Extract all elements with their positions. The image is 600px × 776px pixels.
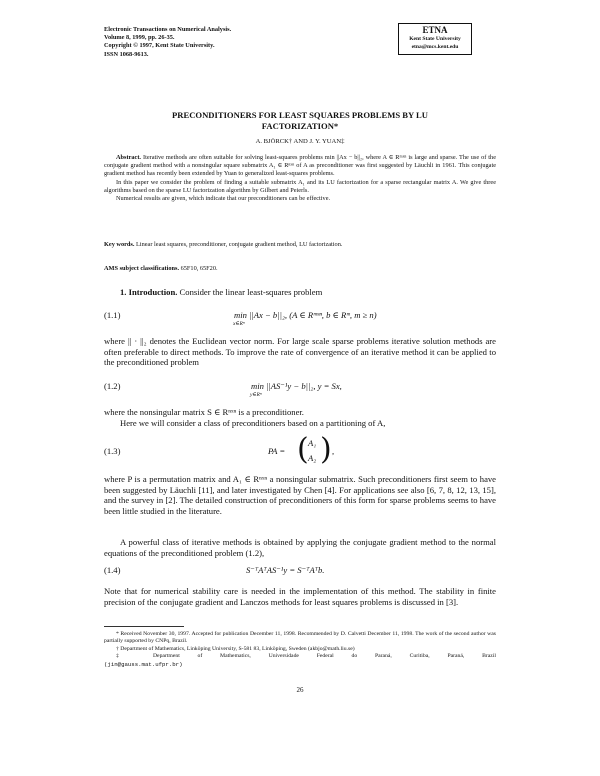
eq-1-3-top: A₁ [308,438,317,448]
eq-1-4-number: (1.4) [104,565,121,575]
abstract-p3: Numerical results are given, which indicate that our preconditioners can be effective. [116,195,331,203]
paragraph-after-eq-1-3: where P is a permutation matrix and A₁ ∈ Rⁿˣⁿ a nonsingular submatrix. Such preconditioners first seem to have been suggested by Läuchli [11], and later investigated by Chen [4]. For applications see also [6, 7, 8, 12, 13, 15], and the survey in [2]. The detailed construction of preconditioners of this form for sparse problems seems to have been little studied in the literature. [104,474,496,516]
etna-email: etna@mcs.kent.edu [411,43,459,50]
eq-1-2-subscript: y∈Rⁿ [250,392,262,398]
abstract-p1-text: Iterative methods are often suitable for solving least-squares problems min ||Ax − b||₂, where A ∈ Rᵐˣⁿ is large and sparse. The use of the conjugate gradient method with a nonsingular square submatrix A₁ ∈ Rⁿˣⁿ of A as preconditioner was first suggested by Läuchli in 1961. This conjugate gradient method has recently been extended by Yuan to generalized least-squares problems. [104,154,496,178]
paragraph-after-eq-1-4: Note that for numerical stability care is needed in the implementation of this method. The stability in finite precision of the conjugate gradient and Lanczos methods for least squares problems is discussed in [3]. [104,586,496,607]
ams-text: 65F10, 65F20. [180,265,218,272]
title-line-2: FACTORIZATION* [261,121,339,131]
eq-1-1-number: (1.1) [104,310,121,320]
footnotes [104,631,496,668]
journal-issn: ISSN 1068-9613. [104,50,149,58]
journal-name: Electronic Transactions on Numerical Analysis. [104,26,232,33]
abstract-p2: In this paper we consider the problem of finding a suitable submatrix A₁ and its LU factorization for a sparse rectangular matrix A. We give three algorithms based on the sparse LU factorization algorithm by Gilbert and Peierls. [104,178,496,194]
title-line-1: PRECONDITIONERS FOR LEAST SQUARES PROBLEMS BY LU [172,110,428,120]
ams-label: AMS subject classifications. [104,265,180,272]
paragraph-after-eq-1-1: where || · ||₂ denotes the Euclidean vector norm. For large scale sparse problems iterative solution methods are often preferable to direct methods. To improve the rate of convergence of an iterative method it can be applied to the preconditioned problem [104,336,496,368]
eq-1-3-left-paren: ( [297,432,309,467]
abstract [104,154,496,203]
eq-1-3-comma: , [332,446,335,456]
etna-university: Kent State University [409,36,461,42]
eq-1-3-right-paren: ) [320,432,332,467]
abstract-label: Abstract. [116,154,142,161]
eq-1-1: min ||Ax − b||₂, (A ∈ Rᵐˣⁿ, b ∈ Rᵐ, m ≥ n) [234,310,377,320]
section-intro-text: Consider the linear least-squares problem [179,287,323,297]
journal-volume: Volume 8, 1999, pp. 26-35. [104,34,175,42]
abstract-p1 [104,154,496,179]
paragraph-before-eq-1-4: A powerful class of iterative methods is obtained by applying the conjugate gradient method to the normal equations of the preconditioned problem (1.2), [104,537,496,558]
section-heading: 1. Introduction. [120,287,178,297]
footnote-divider [104,626,184,627]
eq-1-3-number: (1.3) [104,446,121,456]
eq-1-2: min ||AS⁻¹y − b||₂, y = Sx, [251,381,342,391]
keywords-label: Key words. [104,241,135,248]
section-intro [104,287,496,298]
paragraph-preconditioner: where the nonsingular matrix S ∈ Rⁿˣⁿ is a preconditioner. [104,407,304,417]
ams-classifications [104,265,496,273]
journal-header [104,26,231,59]
keywords [104,241,496,249]
eq-1-3-lhs: PA = [268,446,286,456]
eq-1-1-subscript: x∈Rⁿ [233,321,245,327]
eq-1-2-number: (1.2) [104,381,121,391]
footnote-yuan-email: (jin@gauss.mat.ufpr.br) [104,660,183,668]
eq-1-4: S⁻ᵀAᵀAS⁻¹y = S⁻ᵀAᵀb. [246,565,325,575]
footnote-yuan: ‡ Department of Mathematics, Universidade Federal do Paraná, Curitiba, Paraná, Brazil [116,653,496,660]
keywords-text: Linear least squares, preconditioner, conjugate gradient method, LU factorization. [136,241,343,248]
paper-title [104,110,496,132]
etna-title: ETNA [422,25,448,35]
etna-box [398,23,472,55]
paragraph-partitioning: Here we will consider a class of preconditioners based on a partitioning of A, [120,417,386,428]
eq-1-3-bottom: A₂ [308,453,317,463]
footnote-bjorck: † Department of Mathematics, Linköping University, S-581 83, Linköping, Sweden (akbjo@math.liu.se) [116,645,355,652]
journal-copyright: Copyright © 1997, Kent State University. [104,42,215,50]
page-number: 26 [296,686,304,694]
authors: A. BJÖRCK† AND J. Y. YUAN‡ [255,138,345,145]
footnote-received: * Received November 30, 1997. Accepted for publication December 11, 1998. Recommended by D. Calvetti December 11, 1998. The work of the second author was partially supported by CNPq, Brazil. [104,631,496,645]
paragraph-after-eq-1-2 [104,407,496,428]
